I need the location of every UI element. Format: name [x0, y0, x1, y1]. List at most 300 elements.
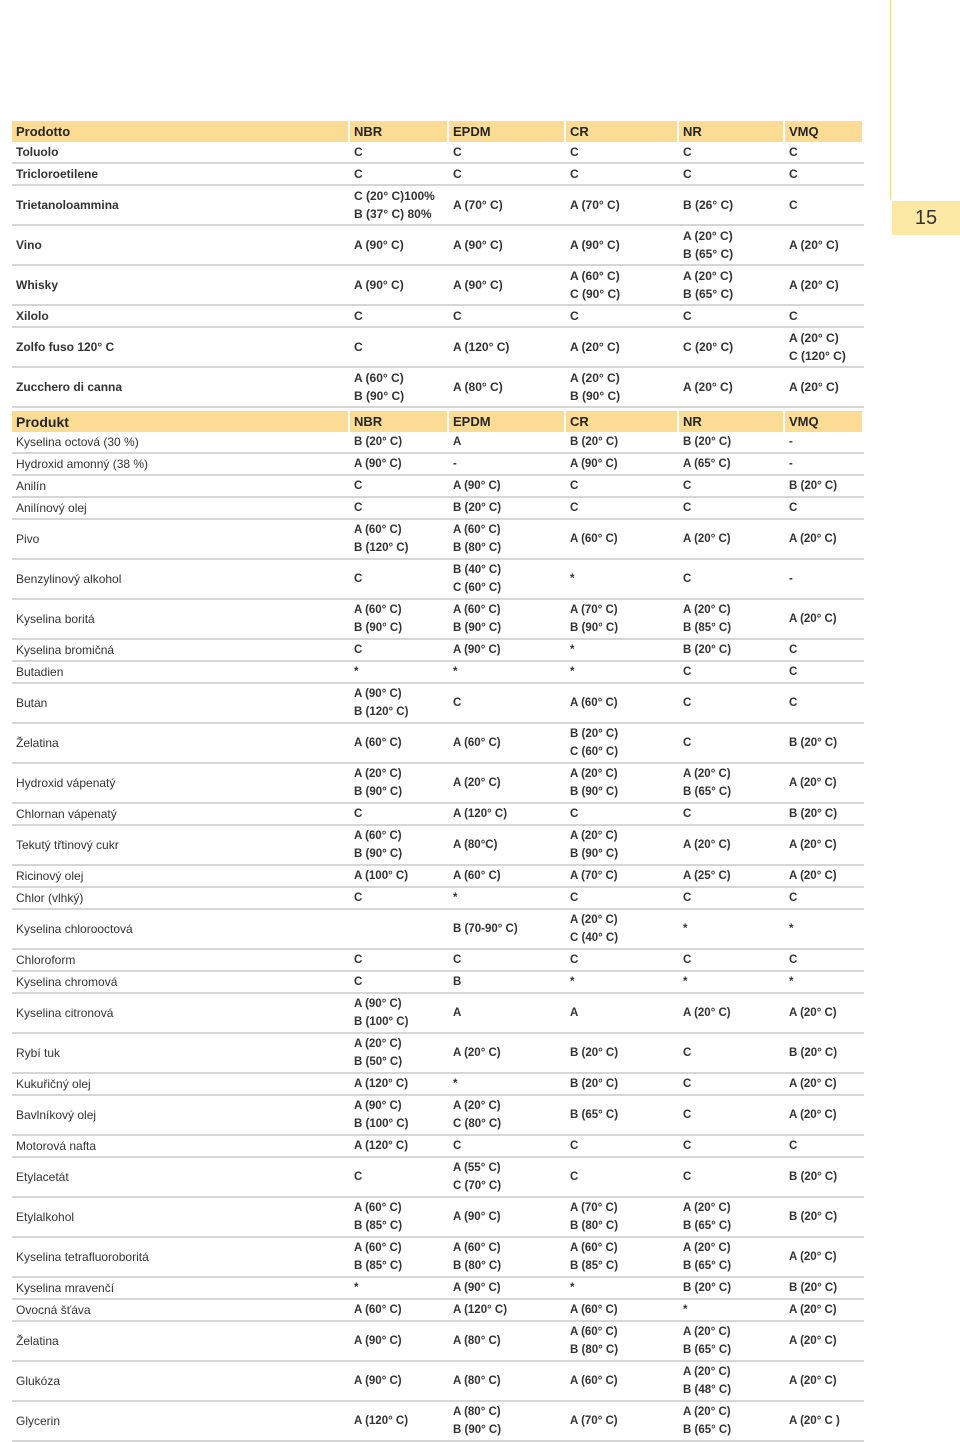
resistance-value: C — [683, 1109, 692, 1121]
resistance-value: A (80° C) — [453, 380, 503, 394]
resistance-value: C (20° C) — [683, 340, 734, 354]
resistance-value: B (65° C) — [683, 1220, 732, 1232]
resistance-value: C — [453, 1140, 462, 1152]
resistance-value: A (20° C) — [683, 533, 731, 545]
resistance-cell — [784, 1033, 863, 1073]
resistance-cell — [678, 1277, 784, 1299]
resistance-value: C (40° C) — [570, 932, 619, 944]
resistance-value: C — [453, 145, 462, 159]
resistance-cell — [349, 497, 448, 519]
resistance-cell — [678, 887, 784, 909]
resistance-value: A (60° C) — [453, 524, 501, 536]
resistance-cell — [678, 475, 784, 497]
resistance-cell — [565, 763, 678, 803]
resistance-cell — [448, 327, 565, 367]
resistance-value: A (20° C) — [453, 777, 501, 789]
table-row — [12, 865, 863, 887]
resistance-value: * — [453, 1078, 458, 1090]
resistance-cell — [349, 265, 448, 305]
resistance-value: C — [453, 954, 462, 966]
resistance-cell — [784, 225, 863, 265]
resistance-cell — [784, 497, 863, 519]
resistance-value: B (120° C) — [354, 542, 409, 554]
resistance-cell — [678, 763, 784, 803]
product-name: Motorová nafta — [12, 1135, 349, 1157]
resistance-value: A (120° C) — [453, 340, 510, 354]
resistance-value: B (85° C) — [570, 1260, 619, 1272]
resistance-value: A (90° C) — [570, 238, 620, 252]
table-row — [12, 475, 863, 497]
resistance-cell — [448, 305, 565, 327]
resistance-cell — [448, 1073, 565, 1095]
resistance-value: B (20° C) — [683, 436, 732, 448]
resistance-cell — [448, 432, 565, 453]
resistance-value: C — [354, 1171, 363, 1183]
resistance-cell — [784, 887, 863, 909]
resistance-cell — [448, 265, 565, 305]
resistance-value: A (55° C) — [453, 1162, 501, 1174]
resistance-value: B (85° C) — [354, 1260, 403, 1272]
resistance-cell — [448, 993, 565, 1033]
table-row — [12, 661, 863, 683]
product-name: Ricinový olej — [12, 865, 349, 887]
resistance-value: A (20° C) — [789, 380, 839, 394]
resistance-value: C — [570, 954, 579, 966]
table-row — [12, 1237, 863, 1277]
resistance-value: - — [789, 436, 793, 448]
resistance-cell — [349, 825, 448, 865]
resistance-value: C — [789, 892, 798, 904]
table-row — [12, 367, 863, 407]
resistance-value: B (80° C) — [453, 542, 502, 554]
resistance-value: A (20° C) — [683, 229, 733, 243]
resistance-cell — [784, 559, 863, 599]
resistance-value: C — [789, 145, 798, 159]
table-row — [12, 519, 863, 559]
resistance-cell — [448, 971, 565, 993]
resistance-cell — [784, 163, 863, 185]
resistance-cell — [565, 1135, 678, 1157]
resistance-value: C — [683, 1078, 692, 1090]
resistance-cell — [448, 1237, 565, 1277]
resistance-cell — [678, 1197, 784, 1237]
table-body — [12, 142, 863, 407]
resistance-value: A (20° C) — [789, 1109, 837, 1121]
resistance-value: C — [354, 644, 363, 656]
resistance-value: B (48° C) — [683, 1384, 732, 1396]
resistance-value: A (90° C) — [354, 1100, 402, 1112]
column-header-nr: NR — [678, 411, 784, 432]
resistance-value: B (20° C) — [789, 1047, 838, 1059]
resistance-cell — [349, 1361, 448, 1401]
resistance-value: C — [789, 697, 798, 709]
resistance-value: A (20° C) — [789, 839, 837, 851]
table-row — [12, 1073, 863, 1095]
product-name: Rybí tuk — [12, 1033, 349, 1073]
resistance-value: A (20° C) — [789, 1251, 837, 1263]
resistance-value: B (20° C) — [570, 728, 619, 740]
resistance-value: B (85° C) — [354, 1220, 403, 1232]
table-row — [12, 803, 863, 825]
resistance-value: A (120° C) — [354, 1140, 409, 1152]
table-row — [12, 949, 863, 971]
resistance-value: A (20° C) — [453, 1100, 501, 1112]
resistance-cell — [448, 142, 565, 163]
resistance-value: C — [453, 697, 462, 709]
resistance-value: A (80° C) — [453, 1406, 501, 1418]
resistance-cell — [448, 865, 565, 887]
resistance-value: A (60° C) — [354, 524, 402, 536]
resistance-cell — [784, 971, 863, 993]
resistance-value: * — [789, 976, 794, 988]
resistance-cell — [349, 723, 448, 763]
resistance-value: A (80° C) — [453, 1375, 501, 1387]
resistance-value: A (120° C) — [453, 1304, 508, 1316]
resistance-cell — [678, 909, 784, 949]
resistance-value: A (20° C) — [789, 238, 839, 252]
resistance-cell — [678, 265, 784, 305]
resistance-cell — [784, 723, 863, 763]
resistance-value: A — [453, 436, 462, 448]
resistance-cell — [349, 661, 448, 683]
resistance-value: C — [354, 892, 363, 904]
resistance-cell — [448, 559, 565, 599]
resistance-value: A (90° C) — [453, 1211, 501, 1223]
resistance-value: A (90° C) — [354, 238, 404, 252]
resistance-cell — [565, 1157, 678, 1197]
resistance-cell — [448, 1361, 565, 1401]
resistance-value: B (90° C) — [570, 389, 621, 403]
table-row — [12, 225, 863, 265]
resistance-value: C — [683, 666, 692, 678]
resistance-cell — [349, 599, 448, 639]
resistance-cell — [784, 1197, 863, 1237]
resistance-value: B (20° C) — [683, 1282, 732, 1294]
resistance-cell — [448, 661, 565, 683]
resistance-cell — [784, 185, 863, 225]
resistance-cell — [784, 639, 863, 661]
resistance-cell — [565, 1237, 678, 1277]
resistance-value: B (20° C) — [453, 502, 502, 514]
column-header-epdm: EPDM — [448, 121, 565, 142]
resistance-value: B (20° C) — [570, 436, 619, 448]
resistance-value: C — [683, 502, 692, 514]
table-row — [12, 599, 863, 639]
product-name: Kukuřičný olej — [12, 1073, 349, 1095]
resistance-value: A (20° C) — [570, 340, 620, 354]
resistance-cell — [565, 1197, 678, 1237]
resistance-value: A (20° C) — [683, 1007, 731, 1019]
product-name: Kyselina boritá — [12, 599, 349, 639]
resistance-cell — [349, 1135, 448, 1157]
product-name: Tricloroetilene — [12, 163, 349, 185]
resistance-value: A — [570, 1007, 579, 1019]
resistance-value: - — [789, 573, 793, 585]
resistance-cell — [784, 825, 863, 865]
resistance-cell — [678, 1361, 784, 1401]
resistance-value: C — [683, 309, 692, 323]
resistance-value: * — [570, 1282, 575, 1294]
resistance-value: B (20° C) — [789, 1282, 838, 1294]
resistance-cell — [448, 803, 565, 825]
resistance-cell — [349, 367, 448, 407]
resistance-cell — [565, 1361, 678, 1401]
table-row — [12, 1095, 863, 1135]
resistance-cell — [349, 1277, 448, 1299]
resistance-value: * — [683, 1304, 688, 1316]
resistance-cell — [448, 367, 565, 407]
resistance-value: C — [354, 954, 363, 966]
resistance-cell — [784, 909, 863, 949]
resistance-cell — [678, 825, 784, 865]
resistance-cell — [784, 949, 863, 971]
resistance-value: C — [683, 892, 692, 904]
resistance-cell — [678, 1157, 784, 1197]
resistance-cell — [349, 763, 448, 803]
resistance-value: C — [683, 573, 692, 585]
table-row — [12, 265, 863, 305]
resistance-value: * — [570, 976, 575, 988]
resistance-value: A (70° C) — [570, 1202, 618, 1214]
resistance-value: A (60° C) — [354, 1242, 402, 1254]
resistance-value: A (60° C) — [570, 1304, 618, 1316]
resistance-value: A (90° C) — [354, 458, 402, 470]
table-row — [12, 1321, 863, 1361]
resistance-value: A (60° C) — [570, 1375, 618, 1387]
resistance-value: C — [354, 573, 363, 585]
resistance-cell — [784, 519, 863, 559]
resistance-value: B (20° C) — [570, 1078, 619, 1090]
resistance-cell — [784, 1299, 863, 1321]
resistance-cell — [565, 327, 678, 367]
resistance-cell — [678, 559, 784, 599]
resistance-value: A (90° C) — [354, 1375, 402, 1387]
resistance-cell — [784, 1095, 863, 1135]
resistance-cell — [784, 683, 863, 723]
resistance-cell — [678, 453, 784, 475]
resistance-cell — [565, 1033, 678, 1073]
resistance-cell — [784, 475, 863, 497]
resistance-cell — [678, 142, 784, 163]
resistance-value: A (20° C) — [570, 768, 618, 780]
resistance-cell — [349, 185, 448, 225]
resistance-cell — [349, 559, 448, 599]
resistance-cell — [784, 865, 863, 887]
resistance-cell — [448, 1095, 565, 1135]
page-number: 15 — [892, 201, 960, 235]
resistance-cell — [784, 327, 863, 367]
resistance-value: B (65° C) — [683, 1344, 732, 1356]
resistance-value: A (60° C) — [453, 1242, 501, 1254]
product-name: Kyselina bromičná — [12, 639, 349, 661]
resistance-value: * — [789, 923, 794, 935]
resistance-value: C — [683, 167, 692, 181]
resistance-cell — [784, 763, 863, 803]
resistance-value: A (20° C) — [789, 1007, 837, 1019]
resistance-value: A (25° C) — [683, 870, 731, 882]
resistance-cell — [448, 1157, 565, 1197]
product-name: Xilolo — [12, 305, 349, 327]
resistance-value: A (20° C) — [683, 1242, 731, 1254]
resistance-value: A (20° C) — [789, 1304, 837, 1316]
resistance-cell — [448, 723, 565, 763]
table-row — [12, 1157, 863, 1197]
resistance-value: A (70° C) — [453, 198, 503, 212]
resistance-cell — [349, 432, 448, 453]
resistance-cell — [565, 305, 678, 327]
resistance-cell — [349, 887, 448, 909]
resistance-cell — [565, 163, 678, 185]
product-name: Vino — [12, 225, 349, 265]
resistance-value: C — [683, 697, 692, 709]
product-name: Butan — [12, 683, 349, 723]
column-header-product: Prodotto — [12, 121, 349, 142]
resistance-value: C — [683, 145, 692, 159]
column-header-nbr: NBR — [349, 411, 448, 432]
resistance-value: A (20° C) — [789, 331, 839, 345]
resistance-cell — [448, 1277, 565, 1299]
product-name: Kyselina octová (30 %) — [12, 432, 349, 453]
resistance-cell — [448, 185, 565, 225]
resistance-cell — [448, 163, 565, 185]
resistance-cell — [565, 1073, 678, 1095]
resistance-cell — [349, 1401, 448, 1441]
resistance-value: C — [789, 502, 798, 514]
resistance-value: C — [789, 644, 798, 656]
resistance-value: B (26° C) — [683, 198, 734, 212]
resistance-cell — [349, 803, 448, 825]
resistance-cell — [565, 887, 678, 909]
resistance-value: C — [570, 502, 579, 514]
resistance-value: B (100° C) — [354, 1016, 409, 1028]
resistance-value: C (20° C)100% — [354, 189, 435, 203]
resistance-cell — [349, 683, 448, 723]
table-row — [12, 825, 863, 865]
product-name: Hydroxid vápenatý — [12, 763, 349, 803]
resistance-cell — [448, 497, 565, 519]
resistance-value: B (20° C) — [683, 644, 732, 656]
product-name: Glycerin — [12, 1401, 349, 1441]
resistance-value: A (70° C) — [570, 604, 618, 616]
resistance-value: B (90° C) — [453, 622, 502, 634]
resistance-value: A (90° C) — [354, 998, 402, 1010]
resistance-cell — [678, 803, 784, 825]
resistance-cell — [349, 327, 448, 367]
resistance-value: A (20° C) — [683, 1326, 731, 1338]
resistance-value: A (20° C ) — [789, 1415, 840, 1427]
resistance-cell — [448, 1197, 565, 1237]
resistance-value: C — [354, 309, 363, 323]
table-row — [12, 453, 863, 475]
resistance-value: A (20° C) — [789, 870, 837, 882]
resistance-cell — [448, 1135, 565, 1157]
resistance-value: A (20° C) — [453, 1047, 501, 1059]
resistance-value: B (90° C) — [354, 786, 403, 798]
resistance-value: C — [683, 1140, 692, 1152]
resistance-value: C — [789, 954, 798, 966]
resistance-cell — [448, 599, 565, 639]
resistance-value: A (120° C) — [354, 1415, 409, 1427]
resistance-value: B (90° C) — [354, 622, 403, 634]
resistance-table-italian — [12, 121, 864, 408]
resistance-cell — [448, 1321, 565, 1361]
resistance-cell — [448, 1033, 565, 1073]
table-header-row — [12, 121, 863, 142]
resistance-value: A (90° C) — [354, 688, 402, 700]
product-name: Anilínový olej — [12, 497, 349, 519]
resistance-cell — [565, 993, 678, 1033]
column-header-cr: CR — [565, 121, 678, 142]
resistance-cell — [349, 519, 448, 559]
table-row — [12, 142, 863, 163]
resistance-value: B (90° C) — [570, 786, 619, 798]
product-name: Zucchero di canna — [12, 367, 349, 407]
resistance-cell — [349, 142, 448, 163]
resistance-value: B (65° C) — [683, 287, 734, 301]
resistance-value: * — [453, 892, 458, 904]
resistance-value: A (90° C) — [354, 1335, 402, 1347]
resistance-value: A (120° C) — [354, 1078, 409, 1090]
resistance-value: C — [570, 167, 579, 181]
resistance-cell — [448, 225, 565, 265]
resistance-cell — [784, 1321, 863, 1361]
product-name: Etylacetát — [12, 1157, 349, 1197]
resistance-value: A (20° C) — [683, 604, 731, 616]
resistance-value: B (90° C) — [354, 389, 405, 403]
resistance-cell — [565, 909, 678, 949]
resistance-cell — [678, 305, 784, 327]
resistance-cell — [784, 1157, 863, 1197]
column-header-vmq: VMQ — [784, 411, 863, 432]
resistance-value: - — [789, 458, 793, 470]
resistance-cell — [349, 475, 448, 497]
resistance-cell — [678, 185, 784, 225]
resistance-cell — [678, 1033, 784, 1073]
resistance-cell — [565, 453, 678, 475]
resistance-cell — [565, 1401, 678, 1441]
table-row — [12, 723, 863, 763]
resistance-value: A (60° C) — [354, 604, 402, 616]
resistance-value: A (100° C) — [354, 870, 409, 882]
resistance-value: B (20° C) — [789, 737, 838, 749]
resistance-value: C — [789, 167, 798, 181]
resistance-value: A (20° C) — [683, 269, 733, 283]
resistance-value: B (50° C) — [354, 1056, 403, 1068]
resistance-value: * — [683, 923, 688, 935]
resistance-value: C — [354, 340, 363, 354]
resistance-value: A (20° C) — [354, 768, 402, 780]
resistance-value: B (20° C) — [789, 480, 838, 492]
resistance-cell — [565, 475, 678, 497]
product-name: Kyselina chlorooctová — [12, 909, 349, 949]
resistance-value: B (80° C) — [570, 1344, 619, 1356]
resistance-cell — [349, 225, 448, 265]
resistance-cell — [349, 1157, 448, 1197]
resistance-value: A (20° C) — [683, 1366, 731, 1378]
resistance-value: B (120° C) — [354, 706, 409, 718]
resistance-value: C (80° C) — [453, 1118, 502, 1130]
resistance-value: A (20° C) — [354, 1038, 402, 1050]
resistance-value: A (60° C) — [453, 737, 501, 749]
resistance-value: B (65° C) — [683, 1260, 732, 1272]
column-header-nr: NR — [678, 121, 784, 142]
resistance-cell — [349, 993, 448, 1033]
product-name: Chlor (vlhký) — [12, 887, 349, 909]
product-name: Želatina — [12, 1321, 349, 1361]
resistance-value: A — [453, 1007, 462, 1019]
resistance-value: A (20° C) — [570, 914, 618, 926]
table-row — [12, 163, 863, 185]
